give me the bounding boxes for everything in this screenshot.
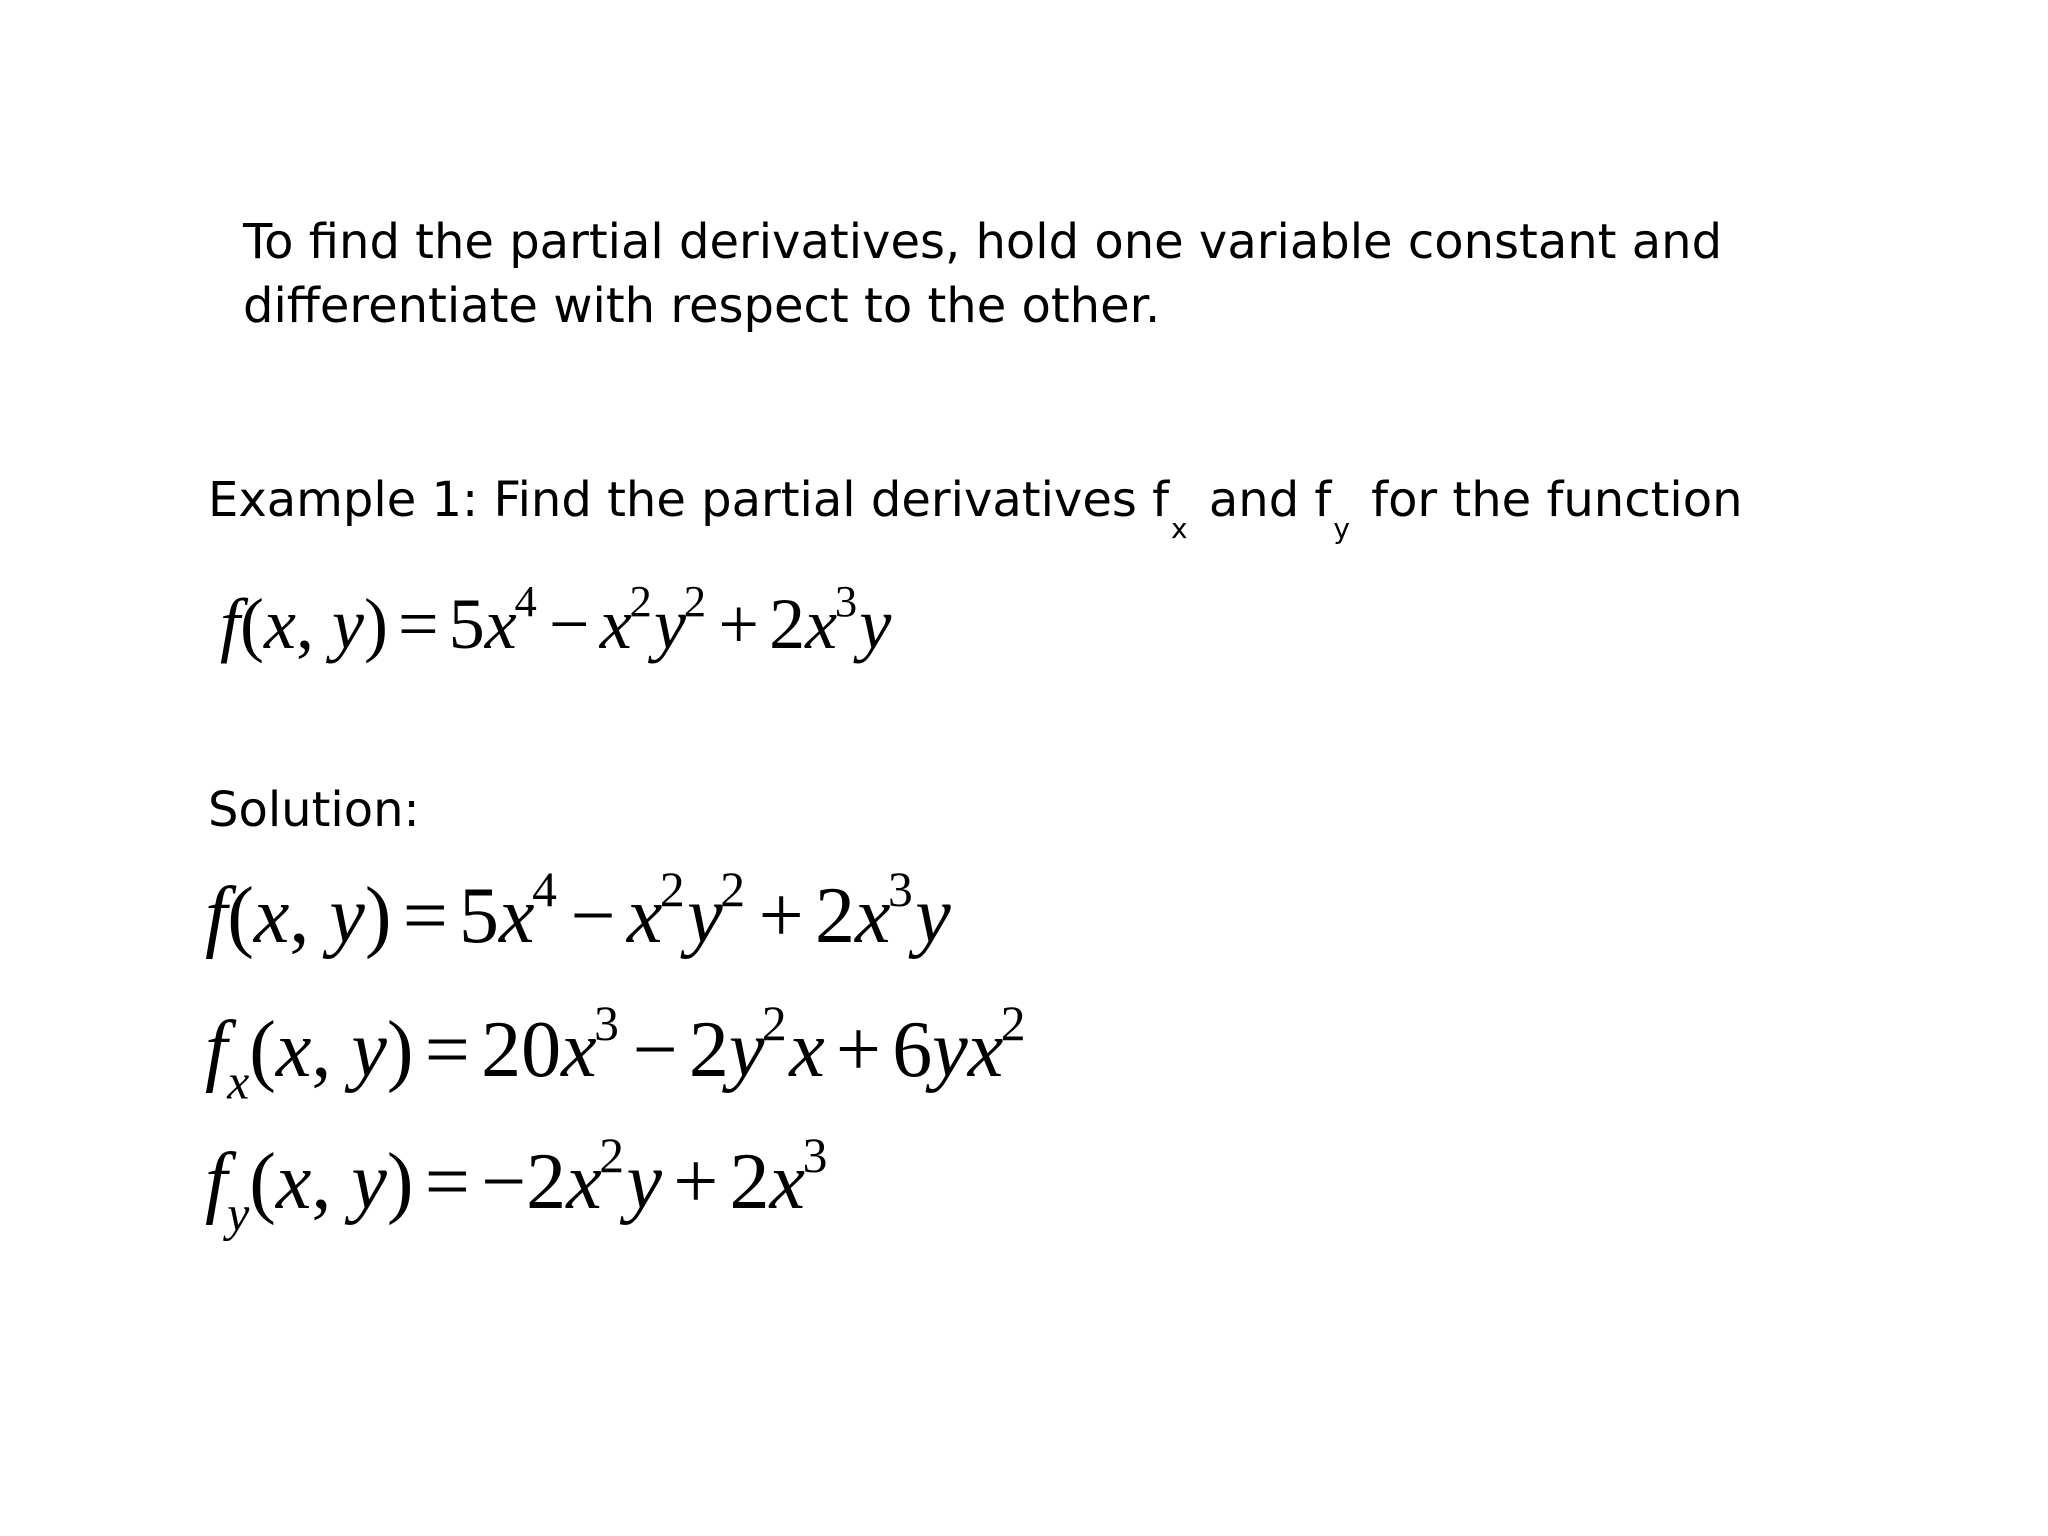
- intro-line-2: differentiate with respect to the other.: [243, 278, 1161, 334]
- partial-x-equation: $f_x(x$, $y) = 20x^3 - 2y^2x + 6yx^2$: [205, 996, 1026, 1110]
- function-statement-equation: f(x, $y) = 5x^4 - x^2y^2 + 2x^3y$: [220, 575, 892, 664]
- example-sub-x: x: [1171, 512, 1188, 545]
- example-sub-y: y: [1333, 512, 1350, 545]
- intro-text: [243, 210, 1722, 338]
- partial-y-equation: $f_y(x$, $y) = -2x^2y + 2x^3$: [205, 1128, 828, 1242]
- example-suffix: for the function: [1355, 472, 1743, 528]
- example-prefix: Example 1: Find the partial derivatives f: [208, 472, 1170, 528]
- example-middle: and f: [1193, 472, 1332, 528]
- solution-label: Solution:: [208, 782, 420, 838]
- example-prompt: [208, 468, 1743, 545]
- intro-line-1: To find the partial derivatives, hold one variable constant and: [243, 214, 1723, 270]
- solution-function-equation: f(x, $y) = 5x^4 - x^2y^2 + 2x^3y$: [205, 862, 951, 960]
